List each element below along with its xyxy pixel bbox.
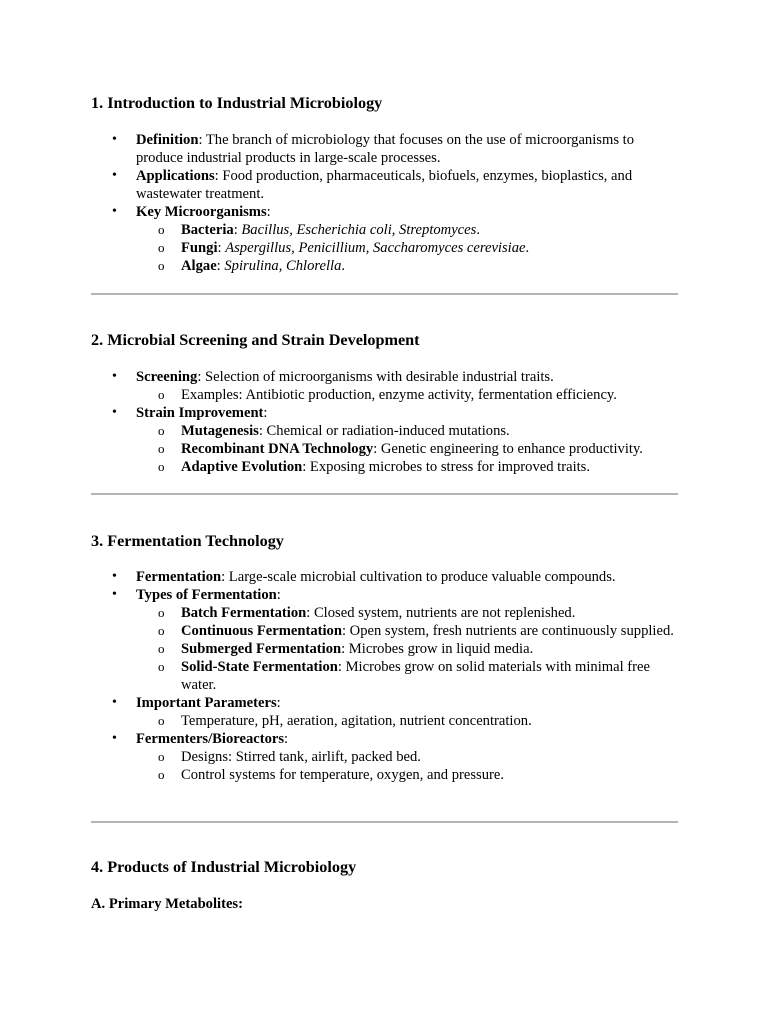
sub-list-item: o Solid-State Fermentation: Microbes grow on solid materials with minimal free water. <box>136 658 678 694</box>
sub-list-item: o Bacteria: Bacillus, Escherichia coli, Streptomyces. <box>136 221 678 239</box>
list-item: • Fermenters/Bioreactors: o Designs: Stirred tank, airlift, packed bed. o Control systems for temperature, oxygen, and pressure. <box>91 730 678 784</box>
sub-list-item: o Continuous Fermentation: Open system, fresh nutrients are continuously supplied. <box>136 622 678 640</box>
section-divider <box>91 293 678 295</box>
list-item: • Definition: The branch of microbiology that focuses on the use of microorganisms to produce industrial products in large-scale processes. <box>91 131 678 167</box>
sub-list-item: o Batch Fermentation: Closed system, nutrients are not replenished. <box>136 604 678 622</box>
list-item: • Strain Improvement: o Mutagenesis: Chemical or radiation-induced mutations. o Recombinant DNA Technology: Genetic engineering to enhance productivity. o Adaptive Evolution: Exposing microbes to stress for improved traits. <box>91 404 678 476</box>
sub-list-item: o Mutagenesis: Chemical or radiation-induced mutations. <box>136 422 678 440</box>
sub-list-item: o Submerged Fermentation: Microbes grow in liquid media. <box>136 640 678 658</box>
list-item: • Screening: Selection of microorganisms with desirable industrial traits. o Examples: Antibiotic production, enzyme activity, fermentation efficiency. <box>91 368 678 404</box>
sub-list-item: o Algae: Spirulina, Chlorella. <box>136 257 678 275</box>
sub-list-item: o Temperature, pH, aeration, agitation, nutrient concentration. <box>136 712 678 730</box>
section-4-heading: 4. Products of Industrial Microbiology <box>91 858 357 876</box>
list-item: • Key Microorganisms: o Bacteria: Bacillus, Escherichia coli, Streptomyces. o Fungi: Aspergillus, Penicillium, Saccharomyces cerevisiae. o Algae: Spirulina, Chlorella. <box>91 203 678 275</box>
section-divider <box>91 821 678 823</box>
list-item: • Applications: Food production, pharmaceuticals, biofuels, enzymes, bioplastics, and wastewater treatment. <box>91 167 678 203</box>
section-1-list <box>91 131 678 275</box>
sub-list-item: o Designs: Stirred tank, airlift, packed bed. <box>136 748 678 766</box>
sub-list-item: o Adaptive Evolution: Exposing microbes to stress for improved traits. <box>136 458 678 476</box>
section-3-heading: 3. Fermentation Technology <box>91 532 284 550</box>
sub-list-item: o Fungi: Aspergillus, Penicillium, Saccharomyces cerevisiae. <box>136 239 678 257</box>
sub-list-item: o Examples: Antibiotic production, enzyme activity, fermentation efficiency. <box>136 386 678 404</box>
list-item: • Fermentation: Large-scale microbial cultivation to produce valuable compounds. <box>91 568 678 586</box>
section-3-list <box>91 568 678 784</box>
section-2-list <box>91 368 678 476</box>
section-2-heading: 2. Microbial Screening and Strain Development <box>91 331 420 349</box>
list-item: • Important Parameters: o Temperature, pH, aeration, agitation, nutrient concentration. <box>91 694 678 730</box>
section-divider <box>91 493 678 495</box>
subsection-heading: A. Primary Metabolites: <box>91 896 243 912</box>
section-1-heading: 1. Introduction to Industrial Microbiology <box>91 94 383 112</box>
sub-list-item: o Control systems for temperature, oxygen, and pressure. <box>136 766 678 784</box>
list-item: • Types of Fermentation: o Batch Fermentation: Closed system, nutrients are not replenished. o Continuous Fermentation: Open system, fresh nutrients are continuously supplied. o Submerged Fermentation: Microbes grow in liquid media. o Solid-State Fermentation: Microbes grow on solid materials with minimal free water. <box>91 586 678 694</box>
sub-list-item: o Recombinant DNA Technology: Genetic engineering to enhance productivity. <box>136 440 678 458</box>
